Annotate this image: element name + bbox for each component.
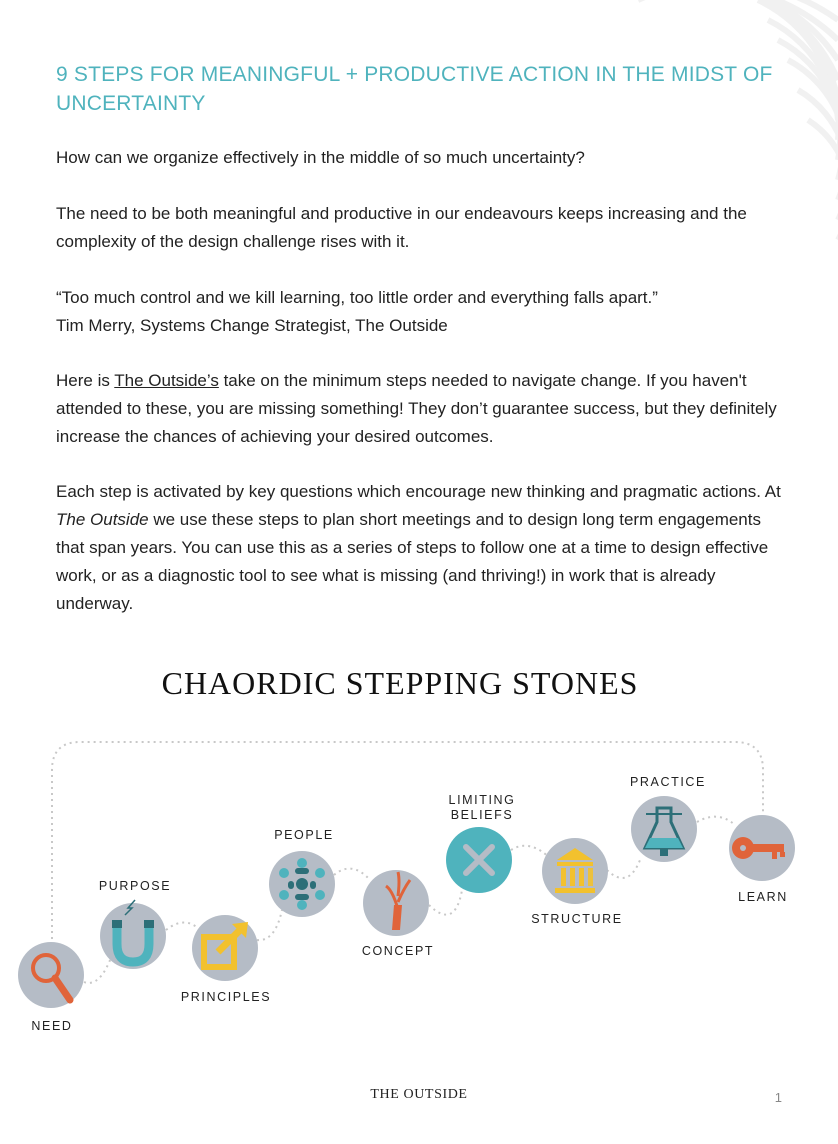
page-title: 9 STEPS FOR MEANINGFUL + PRODUCTIVE ACTION IN THE MIDST OF UNCERTAINTY [56, 63, 773, 115]
outside-paragraph [56, 367, 786, 451]
step-label-principles: PRINCIPLES [180, 990, 272, 1004]
step-label-practice: PRACTICE [629, 775, 706, 789]
sprout-icon [363, 870, 429, 936]
footer-brand: THE OUTSIDE [370, 1087, 468, 1102]
x-icon [446, 827, 512, 893]
p4-text-end: take on the minimum steps needed to navigate change. If you haven't attended to these, you are missing something! They don’t guarantee success, but they definitely increase the chances of achieving your desired outcomes. [56, 371, 777, 446]
p5-text-start: Each step is activated by key questions which encourage new thinking and pragmatic actions. At [56, 482, 781, 501]
arrow-box-icon [192, 915, 258, 981]
p5-text-end: we use these steps to plan short meetings and to design long term engagements that span years. You can use this as a series of steps to follow one at a time to design effective work, or as a diagnostic tool to see what is missing (and thriving!) in work that is already underway. [56, 510, 769, 613]
diagram-title: CHAORDIC STEPPING STONES [161, 665, 639, 701]
step-label-people: PEOPLE [274, 828, 334, 842]
step-label-limiting-beliefs [440, 793, 524, 823]
intro-question: How can we organize effectively in the middle of so much uncertainty? [56, 148, 585, 167]
the-outside-link[interactable]: The Outside’s [114, 371, 219, 390]
page-number: 1 [774, 1090, 782, 1105]
pillars-icon [542, 838, 608, 904]
quote-attribution: Tim Merry, Systems Change Strategist, The Outside [56, 316, 448, 335]
p4-text-start: Here is [56, 371, 115, 390]
stepping-stones-diagram [0, 730, 838, 1050]
intro-paragraph: The need to be both meaningful and productive in our endeavours keeps increasing and the complexity of the design challenge rises with it. [56, 204, 747, 251]
people-circle-icon [269, 851, 335, 917]
the-outside-emphasis: The Outside [56, 510, 149, 529]
limiting-label-line2: BELIEFS [450, 808, 514, 822]
step-label-learn: LEARN [738, 890, 788, 904]
magnet-icon [100, 900, 166, 969]
quote-text: “Too much control and we kill learning, too little order and everything falls apart.” [56, 288, 658, 307]
step-label-purpose: PURPOSE [98, 879, 172, 893]
steps-paragraph [56, 478, 786, 618]
step-label-structure: STRUCTURE [531, 912, 623, 926]
need-icon [18, 942, 84, 1008]
limiting-label-line1: LIMITING [448, 793, 516, 807]
step-label-concept: CONCEPT [361, 944, 435, 958]
step-label-need: NEED [31, 1019, 73, 1033]
key-icon [729, 815, 795, 881]
quote-block [56, 284, 786, 340]
flask-icon [631, 796, 697, 862]
